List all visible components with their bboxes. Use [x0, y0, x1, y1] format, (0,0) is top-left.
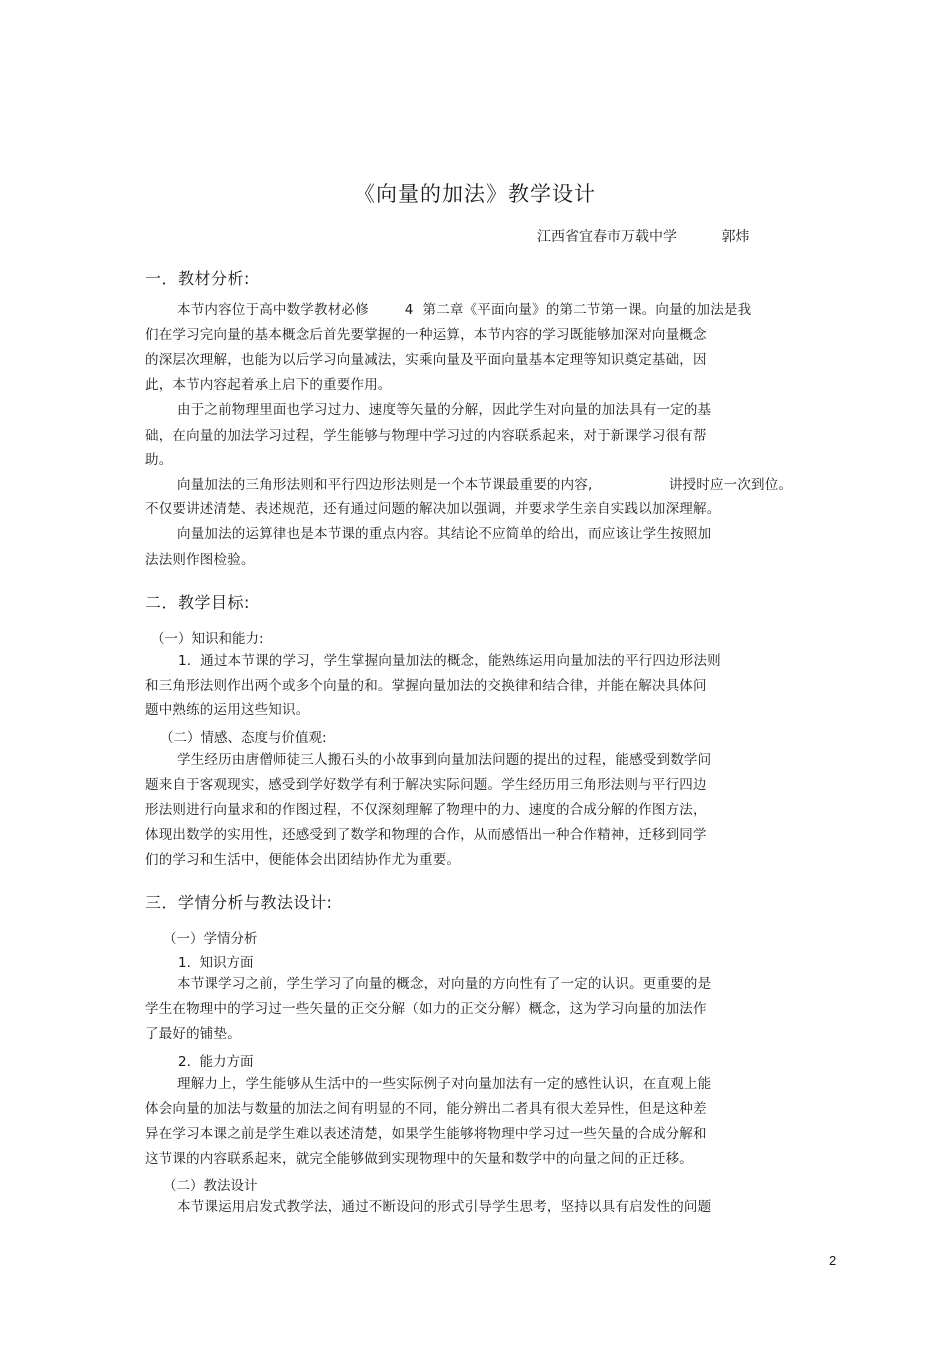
paragraph-line: 了最好的铺垫。 — [145, 1026, 241, 1042]
paragraph-line: 体会向量的加法与数量的加法之间有明显的不同，能分辨出二者具有很大差异性，但是这种差 — [145, 1101, 707, 1117]
paragraph-line: 向量加法的运算律也是本节课的重点内容。其结论不应简单的给出，而应该让学生按照加 — [177, 526, 712, 542]
paragraph-line: 此，本节内容起着承上启下的重要作用。 — [145, 377, 392, 393]
author-line: 江西省宜春市万载中学 郭炜 — [537, 229, 750, 245]
paragraph-line: 学生在物理中的学习过一些矢量的正交分解（如力的正交分解）概念，这为学习向量的加法作 — [145, 1001, 707, 1017]
paragraph-line: 学生经历由唐僧师徒三人搬石头的小故事到向量加法问题的提出的过程，能感受到数学问 — [177, 752, 712, 768]
paragraph-line: 由于之前物理里面也学习过力、速度等矢量的分解，因此学生对向量的加法具有一定的基 — [177, 402, 712, 418]
paragraph-line: 和三角形法则作出两个或多个向量的和。掌握向量加法的交换律和结合律，并能在解决具体问 — [145, 678, 707, 694]
paragraph-line: 助。 — [145, 452, 173, 468]
paragraph-line: 向量加法的三角形法则和平行四边形法则是一个本节课最重要的内容, 讲授时应一次到位。 — [177, 477, 793, 493]
paragraph-line: 法法则作图检验。 — [145, 552, 255, 568]
paragraph-line: 本节内容位于高中数学教材必修 4 第二章《平面向量》的第二节第一课。向量的加法是我 — [177, 302, 752, 318]
paragraph-line: 不仅要讲述清楚、表述规范，还有通过问题的解决加以强调，并要求学生亲自实践以加深理解。 — [145, 501, 721, 517]
subsection-heading: （一）知识和能力: — [151, 631, 264, 647]
paragraph-line: 本节课学习之前，学生学习了向量的概念，对向量的方向性有了一定的认识。更重要的是 — [177, 976, 712, 992]
section-heading-teaching-goals: 二．教学目标: — [145, 593, 250, 612]
subsection-heading: （一）学情分析 — [163, 931, 258, 947]
subsection-heading: （二）教法设计 — [163, 1178, 258, 1194]
paragraph-line: 的深层次理解，也能为以后学习向量减法，实乘向量及平面向量基本定理等知识奠定基础，因 — [145, 352, 707, 368]
paragraph-line: 形法则进行向量求和的作图过程，不仅深刻理解了物理中的力、速度的合成分解的作图方法， — [145, 802, 707, 818]
paragraph-line: 们的学习和生活中，便能体会出团结协作尤为重要。 — [145, 852, 461, 868]
item-heading: 1. 知识方面 — [178, 955, 254, 971]
paragraph-line: 1. 通过本节课的学习，学生掌握向量加法的概念，能熟练运用向量加法的平行四边形法则 — [178, 653, 721, 669]
paragraph-line: 础，在向量的加法学习过程，学生能够与物理中学习过的内容联系起来，对于新课学习很有帮 — [145, 428, 707, 444]
paragraph-line: 这节课的内容联系起来，就完全能够做到实现物理中的矢量和数学中的向量之间的正迁移。 — [145, 1151, 693, 1167]
page-number: 2 — [829, 1253, 837, 1268]
document-title: 《向量的加法》教学设计 — [354, 182, 596, 206]
paragraph-line: 异在学习本课之前是学生难以表述清楚，如果学生能够将物理中学习过一些矢量的合成分解和 — [145, 1126, 707, 1142]
paragraph-line: 们在学习完向量的基本概念后首先要掌握的一种运算，本节内容的学习既能够加深对向量概念 — [145, 327, 707, 343]
section-heading-learner-analysis: 三．学情分析与教法设计: — [145, 893, 333, 912]
paragraph-line: 体现出数学的实用性，还感受到了数学和物理的合作，从而感悟出一种合作精神，迁移到同学 — [145, 827, 707, 843]
paragraph-line: 本节课运用启发式教学法，通过不断设问的形式引导学生思考，坚持以具有启发性的问题 — [177, 1199, 712, 1215]
section-heading-textbook-analysis: 一．教材分析: — [145, 269, 250, 288]
paragraph-line: 题中熟练的运用这些知识。 — [145, 702, 310, 718]
paragraph-line: 题来自于客观现实，感受到学好数学有利于解决实际问题。学生经历用三角形法则与平行四边 — [145, 777, 707, 793]
paragraph-line: 理解力上，学生能够从生活中的一些实际例子对向量加法有一定的感性认识，在直观上能 — [177, 1076, 712, 1092]
item-heading: 2. 能力方面 — [178, 1054, 254, 1070]
subsection-heading: （二）情感、态度与价值观: — [160, 730, 327, 746]
